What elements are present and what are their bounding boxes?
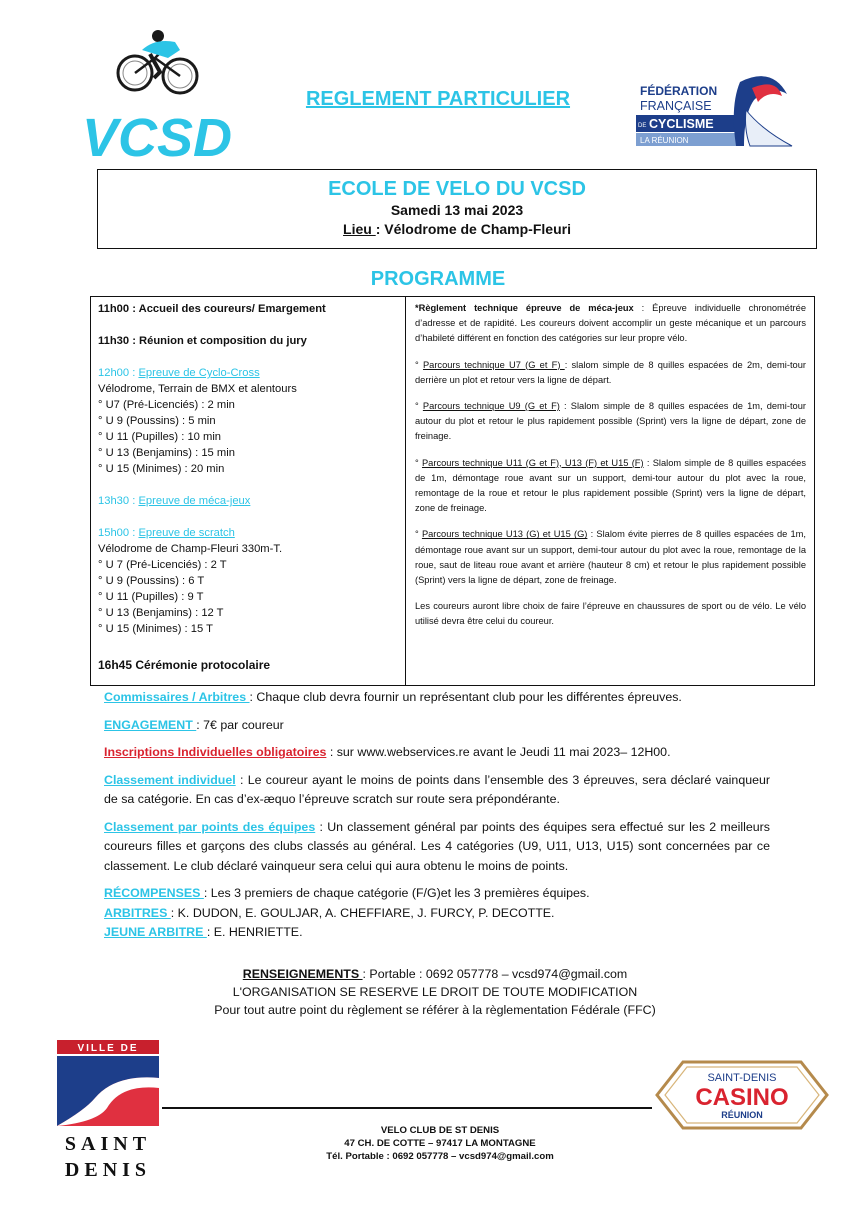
cyclocross-place: Vélodrome, Terrain de BMX et alentours [98,383,297,395]
rule-jeune-arbitre: JEUNE ARBITRE : E. HENRIETTE. [104,925,303,939]
svg-text:DE: DE [638,123,647,129]
meca-intro: *Règlement technique épreuve de méca-jeux : Épreuve individuelle chronométrée d’adresse et de rapidité. Les coureurs doivent accomplir un geste mécanique et un parcours d’habileté différent en fonction des catégories sur leur propre vélo. [415,303,806,344]
schedule-accueil: 11h00 : Accueil des coureurs/ Emargement [98,303,326,315]
rule-classement-equipes: Classement par points des équipes : Un classement général par points des équipes sera effectué sur les 2 meilleurs coureurs filles et garçons des clubs classés au général. Les 4 catégories (U9, U11, U13, U15) sont concernées par ce classement. Le club déclaré vainqueur sera celui qui aura obtenu le moins de points. [104,819,770,873]
rule-recompenses: RÉCOMPENSES : Les 3 premiers de chaque catégorie (F/G)et les 3 premières équipes. [104,886,590,900]
club-street: 47 CH. DE COTTE – 97417 LA MONTAGNE [344,1138,536,1149]
svg-text:SAINT-DENIS: SAINT-DENIS [707,1072,777,1084]
event-place: Lieu : Vélodrome de Champ-Fleuri [343,221,571,237]
rule-commissaires: Commissaires / Arbitres : Chaque club devra fournir un représentant club pour les différentes épreuves. [104,690,682,704]
scratch-item: ° U 13 (Benjamins) : 12 T [98,607,224,619]
page-title: REGLEMENT PARTICULIER [305,88,571,110]
contact-section [120,965,750,1019]
rule-classement-individuel: Classement individuel : Le coureur ayant le moins de points dans l’ensemble des 3 épreuves, sera déclaré vainqueur de sa catégorie. En cas d’ex-æquo l’épreuve scratch sur route sera prépondérante. [104,772,771,806]
vcsd-logo [80,28,233,168]
casino-logo [653,1058,831,1132]
footer-divider [162,1107,652,1109]
cyclocross-item: ° U 11 (Pupilles) : 10 min [98,431,222,443]
cyclocross-item: ° U 15 (Minimes) : 20 min [98,463,225,475]
schedule-meca: 13h30 : Epreuve de méca-jeux [98,495,251,507]
programme-title: PROGRAMME [370,268,506,290]
meca-rules-column [407,297,814,685]
rules-section [104,688,770,943]
scratch-item: ° U 15 (Minimes) : 15 T [98,623,213,635]
schedule-ceremonie: 16h45 Cérémonie protocolaire [98,658,271,672]
schedule-scratch: 15h00 : Epreuve de scratch [98,527,235,539]
scratch-item: ° U 7 (Pré-Licenciés) : 2 T [98,559,227,571]
contact-ffc-reference: Pour tout autre point du règlement se référer à la règlementation Fédérale (FFC) [214,1003,656,1017]
event-box [97,169,817,249]
svg-text:VILLE DE: VILLE DE [77,1043,139,1054]
event-place-label: Lieu [343,221,376,237]
svg-text:DENIS: DENIS [64,1159,152,1181]
cyclocross-item: ° U7 (Pré-Licenciés) : 2 min [98,399,235,411]
event-title: ECOLE DE VELO DU VCSD [328,178,586,200]
cyclist-icon [118,30,197,93]
contact-line: RENSEIGNEMENTS : Portable : 0692 057778 – vcsd974@gmail.com [242,967,628,981]
rule-engagement: ENGAGEMENT : 7€ par coureur [104,717,284,732]
programme-table [90,296,815,686]
ffc-logo [632,70,797,152]
schedule-reunion: 11h30 : Réunion et composition du jury [98,335,307,347]
scratch-place: Vélodrome de Champ-Fleuri 330m-T. [98,543,283,555]
saint-denis-logo [55,1038,161,1184]
event-date: Samedi 13 mai 2023 [390,202,524,218]
event-place-value: Vélodrome de Champ-Fleuri [384,221,571,237]
cyclocross-item: ° U 9 (Poussins) : 5 min [98,415,216,427]
rule-inscriptions: Inscriptions Individuelles obligatoires : sur www.webservices.re avant le Jeudi 11 mai 2023– 12H00. [104,745,671,759]
svg-text:CASINO: CASINO [695,1084,789,1111]
svg-text:LA RÉUNION: LA RÉUNION [640,136,689,145]
schedule-cyclocross: 12h00 : Epreuve de Cyclo-Cross [98,367,260,379]
cyclocross-item: ° U 13 (Benjamins) : 15 min [98,447,235,459]
club-address [280,1124,600,1163]
svg-text:CYCLISME: CYCLISME [649,117,714,131]
svg-text:SAINT: SAINT [64,1133,152,1155]
schedule-column [91,297,406,685]
meca-parcours-u9: ° Parcours technique U9 (G et F) : Slalom simple de 8 quilles espacées de 1m, demi-tour autour du plot et retour le plus rapidement possible (Sprint) vers la ligne de départ, zone de freinage. [415,401,806,442]
svg-text:FÉDÉRATION: FÉDÉRATION [640,84,718,98]
club-phone: Tél. Portable : 0692 057778 – vcsd974@gmail.com [326,1151,554,1162]
meca-parcours-u7: ° Parcours technique U7 (G et F) : slalom simple de 8 quilles espacées de 2m, demi-tour derrière un plot et retour vers la ligne de départ. [415,359,806,385]
contact-modification: L'ORGANISATION SE RESERVE LE DROIT DE TOUTE MODIFICATION [232,985,638,999]
meca-parcours-u11: ° Parcours technique U11 (G et F), U13 (F) et U15 (F) : Slalom simple de 8 quilles espacées de 1m, démontage roue avant sur un support, demi-tour autour du plot avec la roue, remontage de la roue et retour le plus rapidement possible (Sprint) vers la ligne de départ, zone de freinage. [415,457,806,514]
scratch-item: ° U 9 (Poussins) : 6 T [98,575,205,587]
scratch-item: ° U 11 (Pupilles) : 9 T [98,591,204,603]
rule-arbitres: ARBITRES : K. DUDON, E. GOULJAR, A. CHEFFIARE, J. FURCY, P. DECOTTE. [104,905,555,920]
meca-closing: Les coureurs auront libre choix de faire l’épreuve en chaussures de sport ou de vélo. Le vélo utilisé devra être celui du coureur. [415,601,806,627]
svg-text:RÉUNION: RÉUNION [721,1110,763,1120]
svg-text:FRANÇAISE: FRANÇAISE [640,99,712,113]
club-name: VELO CLUB DE ST DENIS [380,1125,500,1136]
svg-text:VCSD: VCSD [82,108,233,168]
meca-parcours-u13: ° Parcours technique U13 (G) et U15 (G) : Slalom évite pierres de 8 quilles espacées de 1m, démontage roue avant sur un support, demi-tour autour du plot avec la roue, remontage de la roue, saut de liteau roue avant et arrière (hauteur 8 cm) et retour le plus rapidement possible (Sprint) vers la ligne de départ, zone de freinage. [415,529,807,586]
